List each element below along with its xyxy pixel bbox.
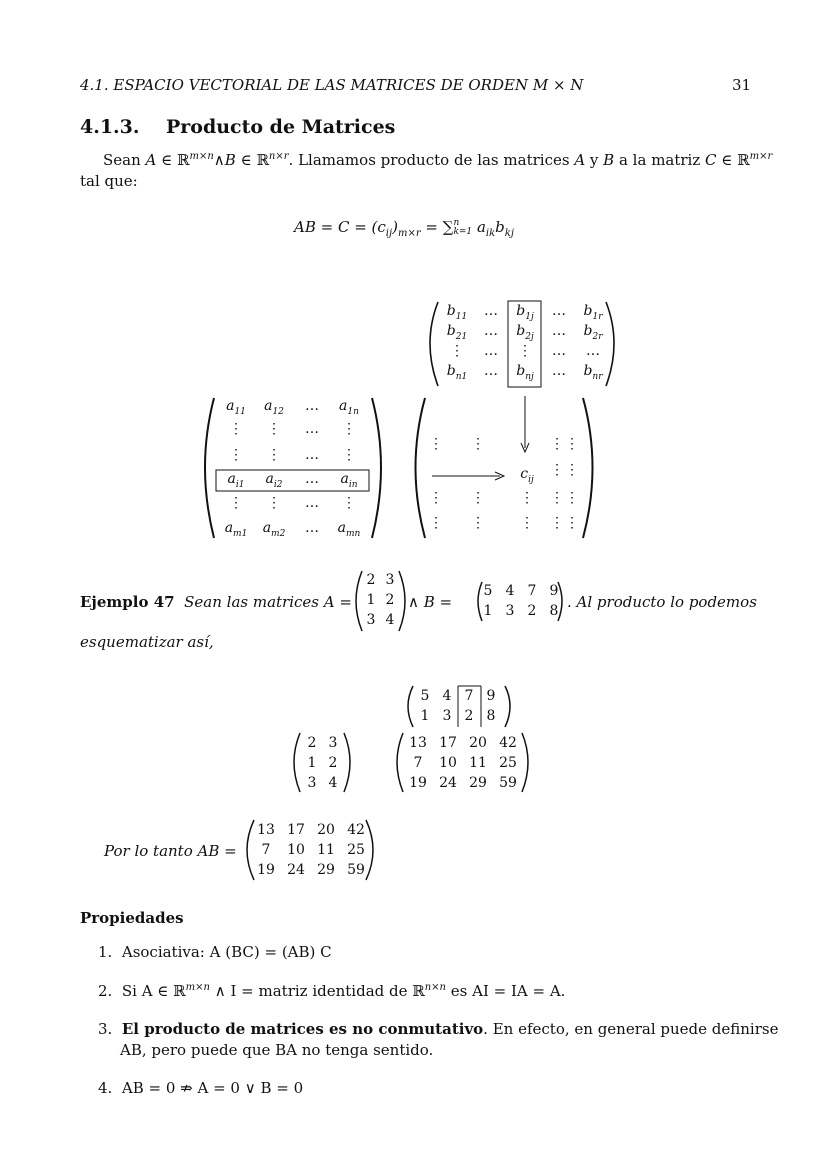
therefore-M-cell: 10 xyxy=(287,842,305,858)
property-item-2: 2. Si A ∈ ℝ$^{m\times n}$ ∧ I = matriz identidad de ℝ$^{n\times n}$ es AI = IA = A. xyxy=(98,982,566,1000)
scheme-C-cell: 13 xyxy=(409,735,427,751)
diagram-B-cell: $b_{nj}$ xyxy=(516,363,534,382)
properties-title: Propiedades xyxy=(80,909,184,927)
example-A-cell: 2 xyxy=(366,572,376,588)
diagram-C-dots: ⋮ xyxy=(471,490,485,506)
scheme-C-cell: 11 xyxy=(469,755,487,771)
scheme-B-cell: 8 xyxy=(486,708,496,724)
property-item-3-line-2: AB, pero puede que BA no tenga sentido. xyxy=(120,1041,434,1059)
diagram-C-dots: ⋮ xyxy=(550,490,564,506)
scheme-A-cell: 1 xyxy=(307,755,317,771)
diagram-A-cell: … xyxy=(305,471,319,487)
section-title-text: Producto de Matrices xyxy=(165,116,396,138)
diagram-A-cell: $a_{11}$ xyxy=(226,398,246,417)
diagram-A-cell: $a_{m2}$ xyxy=(262,520,286,539)
diagram-C-cij: $c_{ij}$ xyxy=(520,466,534,485)
diagram-B-cell: $b_{11}$ xyxy=(446,303,468,322)
scheme-A-cell: 2 xyxy=(328,755,338,771)
diagram-A-cell: ⋮ xyxy=(229,495,243,511)
diagram-B-cell: … xyxy=(484,363,498,379)
therefore-text: Por lo tanto AB = xyxy=(104,842,237,860)
diagram-B-cell: … xyxy=(552,363,566,379)
example-A-cell: 3 xyxy=(366,612,376,628)
diagram-A-cell: $a_{i2}$ xyxy=(265,471,283,490)
diagram-B-cell: … xyxy=(552,303,566,319)
example-text-2: . Al producto lo podemos xyxy=(567,593,757,611)
scheme-A-cell: 4 xyxy=(328,775,338,791)
property-item-4: 4. AB = 0 ⇏ A = 0 ∨ B = 0 xyxy=(98,1079,304,1097)
scheme-C-cell: 24 xyxy=(439,775,457,791)
diagram-B-cell: $b_{nr}$ xyxy=(583,363,603,382)
diagram-C-dots: ⋮ xyxy=(520,490,534,506)
diagram-B-cell: $b_{2r}$ xyxy=(583,323,603,342)
diagram-A-cell: … xyxy=(305,447,319,463)
example-B-cell: 2 xyxy=(527,603,537,619)
diagram-C-dots: ⋮ xyxy=(429,436,443,452)
diagram-C-dots: ⋮ xyxy=(565,515,579,531)
therefore-M-cell: 19 xyxy=(257,862,275,878)
diagram-A-cell: ⋮ xyxy=(342,495,356,511)
diagram-C-dots: ⋮ xyxy=(429,490,443,506)
scheme-C-cell: 25 xyxy=(499,755,517,771)
diagram-A-cell: ⋮ xyxy=(229,421,243,437)
example-B-cell: 1 xyxy=(483,603,493,619)
scheme-B-cell: 9 xyxy=(486,688,496,704)
diagram-C-dots: ⋮ xyxy=(565,490,579,506)
diagram-A-cell: $a_{12}$ xyxy=(264,398,284,417)
diagram-B-cell: … xyxy=(552,343,566,359)
example-label: Ejemplo 47 xyxy=(80,593,175,611)
example-B-cell: 5 xyxy=(483,583,493,599)
diagram-C-dots: ⋮ xyxy=(550,462,564,478)
scheme-C-cell: 42 xyxy=(499,735,517,751)
therefore-M-cell: 42 xyxy=(347,822,365,838)
scheme-A-cell: 3 xyxy=(307,775,317,791)
example-label-line: Ejemplo 47 Sean las matrices A = xyxy=(80,593,352,611)
diagram-B-cell: … xyxy=(484,343,498,359)
diagram-A-cell: … xyxy=(305,520,319,536)
diagram-A-cell: ⋮ xyxy=(342,421,356,437)
therefore-M-cell: 29 xyxy=(317,862,335,878)
diagram-B-cell: … xyxy=(484,323,498,339)
diagram-B-cell: $b_{2j}$ xyxy=(516,323,534,342)
diagram-B-cell: $b_{1j}$ xyxy=(516,303,534,322)
product-formula: AB = $C = (c_{ij})_{m\times r}$ = ∑ n k=1 $a_{ik}b_{kj}$ xyxy=(294,218,514,239)
example-A-cell: 4 xyxy=(385,612,395,628)
therefore-M-cell: 59 xyxy=(347,862,365,878)
running-header: 4.1. ESPACIO VECTORIAL DE LAS MATRICES DE ORDEN M × N xyxy=(80,76,584,94)
diagram-C-dots: ⋮ xyxy=(550,515,564,531)
diagram-C-dots: ⋮ xyxy=(565,436,579,452)
section-number: 4.1.3. xyxy=(80,116,140,138)
therefore-M-cell: 17 xyxy=(287,822,305,838)
diagram-A-cell: $a_{in}$ xyxy=(340,471,358,490)
page-number: 31 xyxy=(732,76,752,94)
example-A-cell: 3 xyxy=(385,572,395,588)
diagram-A-cell: $a_{1n}$ xyxy=(339,398,359,417)
scheme-B-cell: 5 xyxy=(420,688,430,704)
scheme-B-cell: 4 xyxy=(442,688,452,704)
therefore-M-cell: 7 xyxy=(261,842,271,858)
diagram-B-cell: $b_{1r}$ xyxy=(583,303,603,322)
diagram-A-cell: $a_{m1}$ xyxy=(224,520,248,539)
scheme-B-cell: 7 xyxy=(464,688,474,704)
scheme-C-cell: 17 xyxy=(439,735,457,751)
diagram-B-cell: … xyxy=(552,323,566,339)
example-B-cell: 8 xyxy=(549,603,559,619)
example-A-cell: 2 xyxy=(385,592,395,608)
property-item-3: 3. El producto de matrices es no conmutativo. En efecto, en general puede definirse xyxy=(98,1020,779,1038)
scheme-C-cell: 20 xyxy=(469,735,487,751)
example-and-B: ∧ B = xyxy=(408,593,453,611)
diagram-A-cell: … xyxy=(305,495,319,511)
diagram-A-cell: … xyxy=(305,421,319,437)
intro-line-2: tal que: xyxy=(80,172,138,190)
diagram-A-cell: ⋮ xyxy=(342,447,356,463)
diagram-C-dots: ⋮ xyxy=(565,462,579,478)
scheme-C-cell: 10 xyxy=(439,755,457,771)
diagram-C-dots: ⋮ xyxy=(550,436,564,452)
example-B-cell: 4 xyxy=(505,583,515,599)
therefore-M-cell: 11 xyxy=(317,842,335,858)
diagram-B-cell: ⋮ xyxy=(518,343,532,359)
diagram-C-dots: ⋮ xyxy=(471,515,485,531)
intro-line-1: Sean A ∈ ℝ$^{m\times n}$∧B ∈ ℝ$^{n\times r}$. Llamamos producto de las matrices A y B a la matriz C ∈ ℝ$^{m\times r}$ xyxy=(103,151,773,169)
diagram-B-cell: … xyxy=(586,343,600,359)
scheme-C-cell: 29 xyxy=(469,775,487,791)
diagram-A-cell: $a_{i1}$ xyxy=(227,471,245,490)
therefore-M-cell: 13 xyxy=(257,822,275,838)
scheme-B-cell: 1 xyxy=(420,708,430,724)
scheme-C-cell: 19 xyxy=(409,775,427,791)
diagram-A-cell: $a_{mn}$ xyxy=(337,520,361,539)
example-text-3: esquematizar así, xyxy=(80,633,214,651)
diagram-C-dots: ⋮ xyxy=(471,436,485,452)
scheme-A-cell: 2 xyxy=(307,735,317,751)
therefore-M-cell: 24 xyxy=(287,862,305,878)
diagram-B-cell: ⋮ xyxy=(450,343,464,359)
example-B-cell: 7 xyxy=(527,583,537,599)
property-item-1: 1. Asociativa: A (BC) = (AB) C xyxy=(98,943,332,961)
therefore-M-cell: 20 xyxy=(317,822,335,838)
diagram-B-cell: $b_{21}$ xyxy=(446,323,468,342)
scheme-A-cell: 3 xyxy=(328,735,338,751)
diagram-C-dots: ⋮ xyxy=(520,515,534,531)
scheme-C-cell: 59 xyxy=(499,775,517,791)
example-B-cell: 3 xyxy=(505,603,515,619)
scheme-B-cell: 3 xyxy=(442,708,452,724)
diagram-A-cell: ⋮ xyxy=(267,421,281,437)
diagram-B-cell: … xyxy=(484,303,498,319)
diagram-A-cell: ⋮ xyxy=(267,495,281,511)
diagram-A-cell: … xyxy=(305,398,319,414)
diagram-A-cell: ⋮ xyxy=(267,447,281,463)
diagram-A-cell: ⋮ xyxy=(229,447,243,463)
diagram-B-cell: $b_{n1}$ xyxy=(446,363,468,382)
example-B-cell: 9 xyxy=(549,583,559,599)
example-A-cell: 1 xyxy=(366,592,376,608)
scheme-C-cell: 7 xyxy=(413,755,423,771)
diagram-C-dots: ⋮ xyxy=(429,515,443,531)
scheme-B-cell: 2 xyxy=(464,708,474,724)
therefore-M-cell: 25 xyxy=(347,842,365,858)
